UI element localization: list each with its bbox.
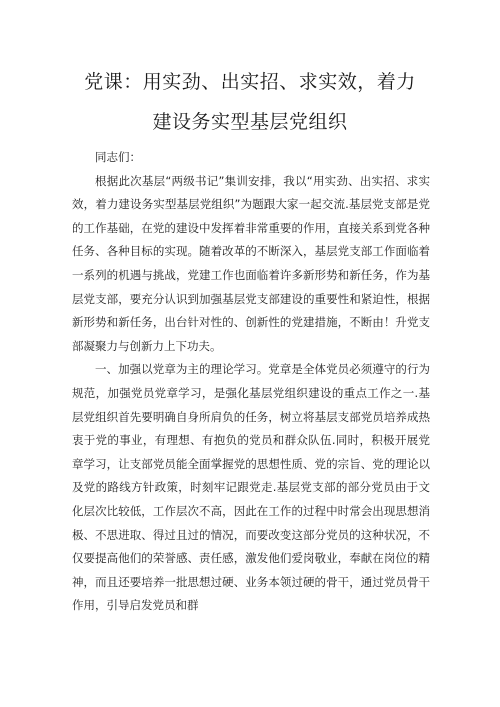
salutation: 同志们： (95, 150, 141, 164)
paragraph-intro: 根据此次基层“两级书记”集训安排，我以“用实劲、出实招、求实效，着力建设务实型基层党组织”为题跟大家一起交流.基层党支部是党的工作基础，在党的建设中发挥着非常重要的作用，直接关系到党各种任务、各种目标的实现。随着改革的不断深入，基层党支部工作面临着一系列的机遇与挑战，党建工作也面临着许多新形势和新任务，作为基层党支部，要充分认识到加强基层党支部建设的重要性和紧迫性，根据新形势和新任务，出台针对性的、创新性的党建措施，不断由！升党支部凝聚力与创新力上下功夫。 (72, 173, 430, 353)
document-title-line-2: 建设务实型基层党组织 (152, 111, 348, 133)
paragraph-section-one: 一、加强以党章为主的理论学习。党章是全体党员必须遵守的行为规范，加强党员党章学习，是强化基层党组织建设的重点工作之一.基层党组织首先要明确自身所肩负的任务，树立将基层支部党员培养成热衷于党的事业，有理想、有抱负的党员和群众队伍.同时，积极开展党章学习，让支部党员能全面掌握党的思想性质、党的宗旨、党的理论以及党的路线方针政策，时刻牢记跟党走.基层党支部的部分党员由于文化层次比较低，工作层次不高，因此在工作的过程中时常会出现思想消极、不思进取、得过且过的情况，而要改变这部分党员的这种状况，不仅要提高他们的荣誉感、责任感，激发他们爱岗敬业，奉献在岗位的精神，而且还要培养一批思想过硬、业务本领过硬的骨干，通过党员骨干作用，引导启发党员和群 (72, 362, 430, 613)
document-body (72, 146, 430, 618)
document-title-line-1: 党课：用实劲、出实招、求实效，着力 (84, 71, 416, 93)
